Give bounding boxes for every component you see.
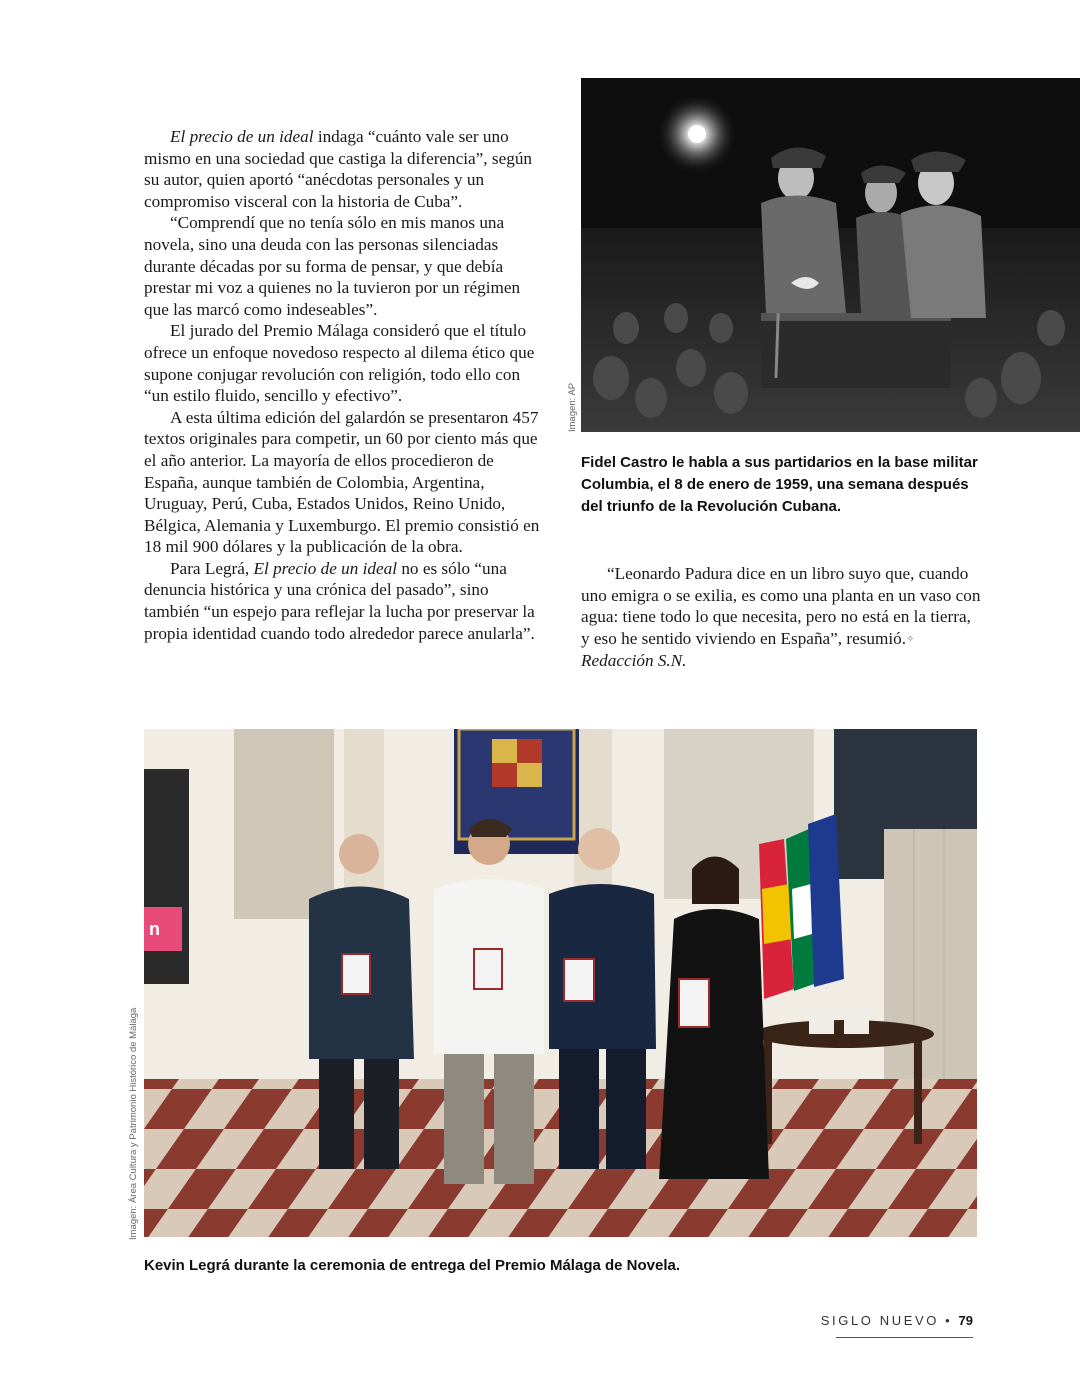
- photo-credit: Imagen: Área Cultura y Patrimonio Histórico de Málaga: [128, 1007, 139, 1240]
- end-mark: ✧: [906, 633, 915, 645]
- folio-rule: [836, 1337, 973, 1338]
- magazine-name: SIGLO NUEVO: [820, 1313, 939, 1328]
- photo-caption: Kevin Legrá durante la ceremonia de entrega del Premio Málaga de Novela.: [144, 1257, 681, 1274]
- photo-caption: Fidel Castro le habla a sus partidarios en la base militar Columbia, el 8 de enero de 1959, una semana después del triunfo de la Revolución Cubana.: [581, 454, 978, 515]
- screen-letter: n: [149, 919, 160, 939]
- article-paragraph: A esta última edición del galardón se presentaron 457 textos originales para competir, un 60 por ciento más que el año anterior. La mayoría de ellos procedieron de España, aunque también de Colombia, Argentina, Uruguay, Perú, Cuba, Estados Unidos, Reino Unido, Bélgica, Alemania y Luxemburgo. El premio consistió en 18 mil 900 dólares y la publicación de la obra.: [144, 407, 540, 557]
- article-paragraph: El precio de un ideal indaga “cuánto vale ser uno mismo en una sociedad que castiga la diferencia”, según su autor, quien aportó “anécdotas personales y un compromiso visceral con la historia de Cuba”.: [144, 127, 533, 211]
- article-paragraph: Para Legrá, El precio de un ideal no es sólo “una denuncia histórica y una crónica del pasado”, sino también “un espejo para reflejar la lucha por preservar la propia identidad cuando todo alrededor parece anularla”.: [144, 558, 535, 643]
- article-left-column: [144, 126, 544, 644]
- castro-photo: [581, 78, 1080, 432]
- article-right-column: [581, 563, 981, 672]
- ceremony-photo-illustration: [144, 729, 977, 1237]
- photo-credit: Imagen: AP: [567, 382, 578, 432]
- article-paragraph: El jurado del Premio Málaga consideró que el título ofrece un enfoque novedoso respecto al dilema ético que supone conjugar revolución con religión, todo ello con “un estilo fluido, sencillo y efectivo”.: [144, 321, 535, 406]
- ceremony-photo: [144, 729, 977, 1237]
- article-signature: Redacción S.N.: [581, 651, 687, 671]
- castro-photo-illustration: [581, 78, 1080, 432]
- page-number: 79: [958, 1313, 973, 1328]
- book-title: El precio de un ideal: [253, 558, 398, 578]
- book-title: El precio de un ideal: [170, 127, 314, 146]
- page-folio: [821, 1313, 973, 1328]
- folio-separator: •: [938, 1313, 959, 1328]
- article-paragraph: “Leonardo Padura dice en un libro suyo que, cuando uno emigra o se exilia, es como una planta en un vaso con agua: tiene todo lo que necesita, pero no está en la tierra, y eso he sentido viviendo en España”, resumió.✧: [581, 564, 981, 648]
- article-paragraph: “Comprendí que no tenía sólo en mis manos una novela, sino una deuda con las personas silenciadas durante décadas por su forma de pensar, y que debía prestar mi voz a quienes no la tuvieron por un régimen que las marcó como indeseables”.: [144, 213, 521, 319]
